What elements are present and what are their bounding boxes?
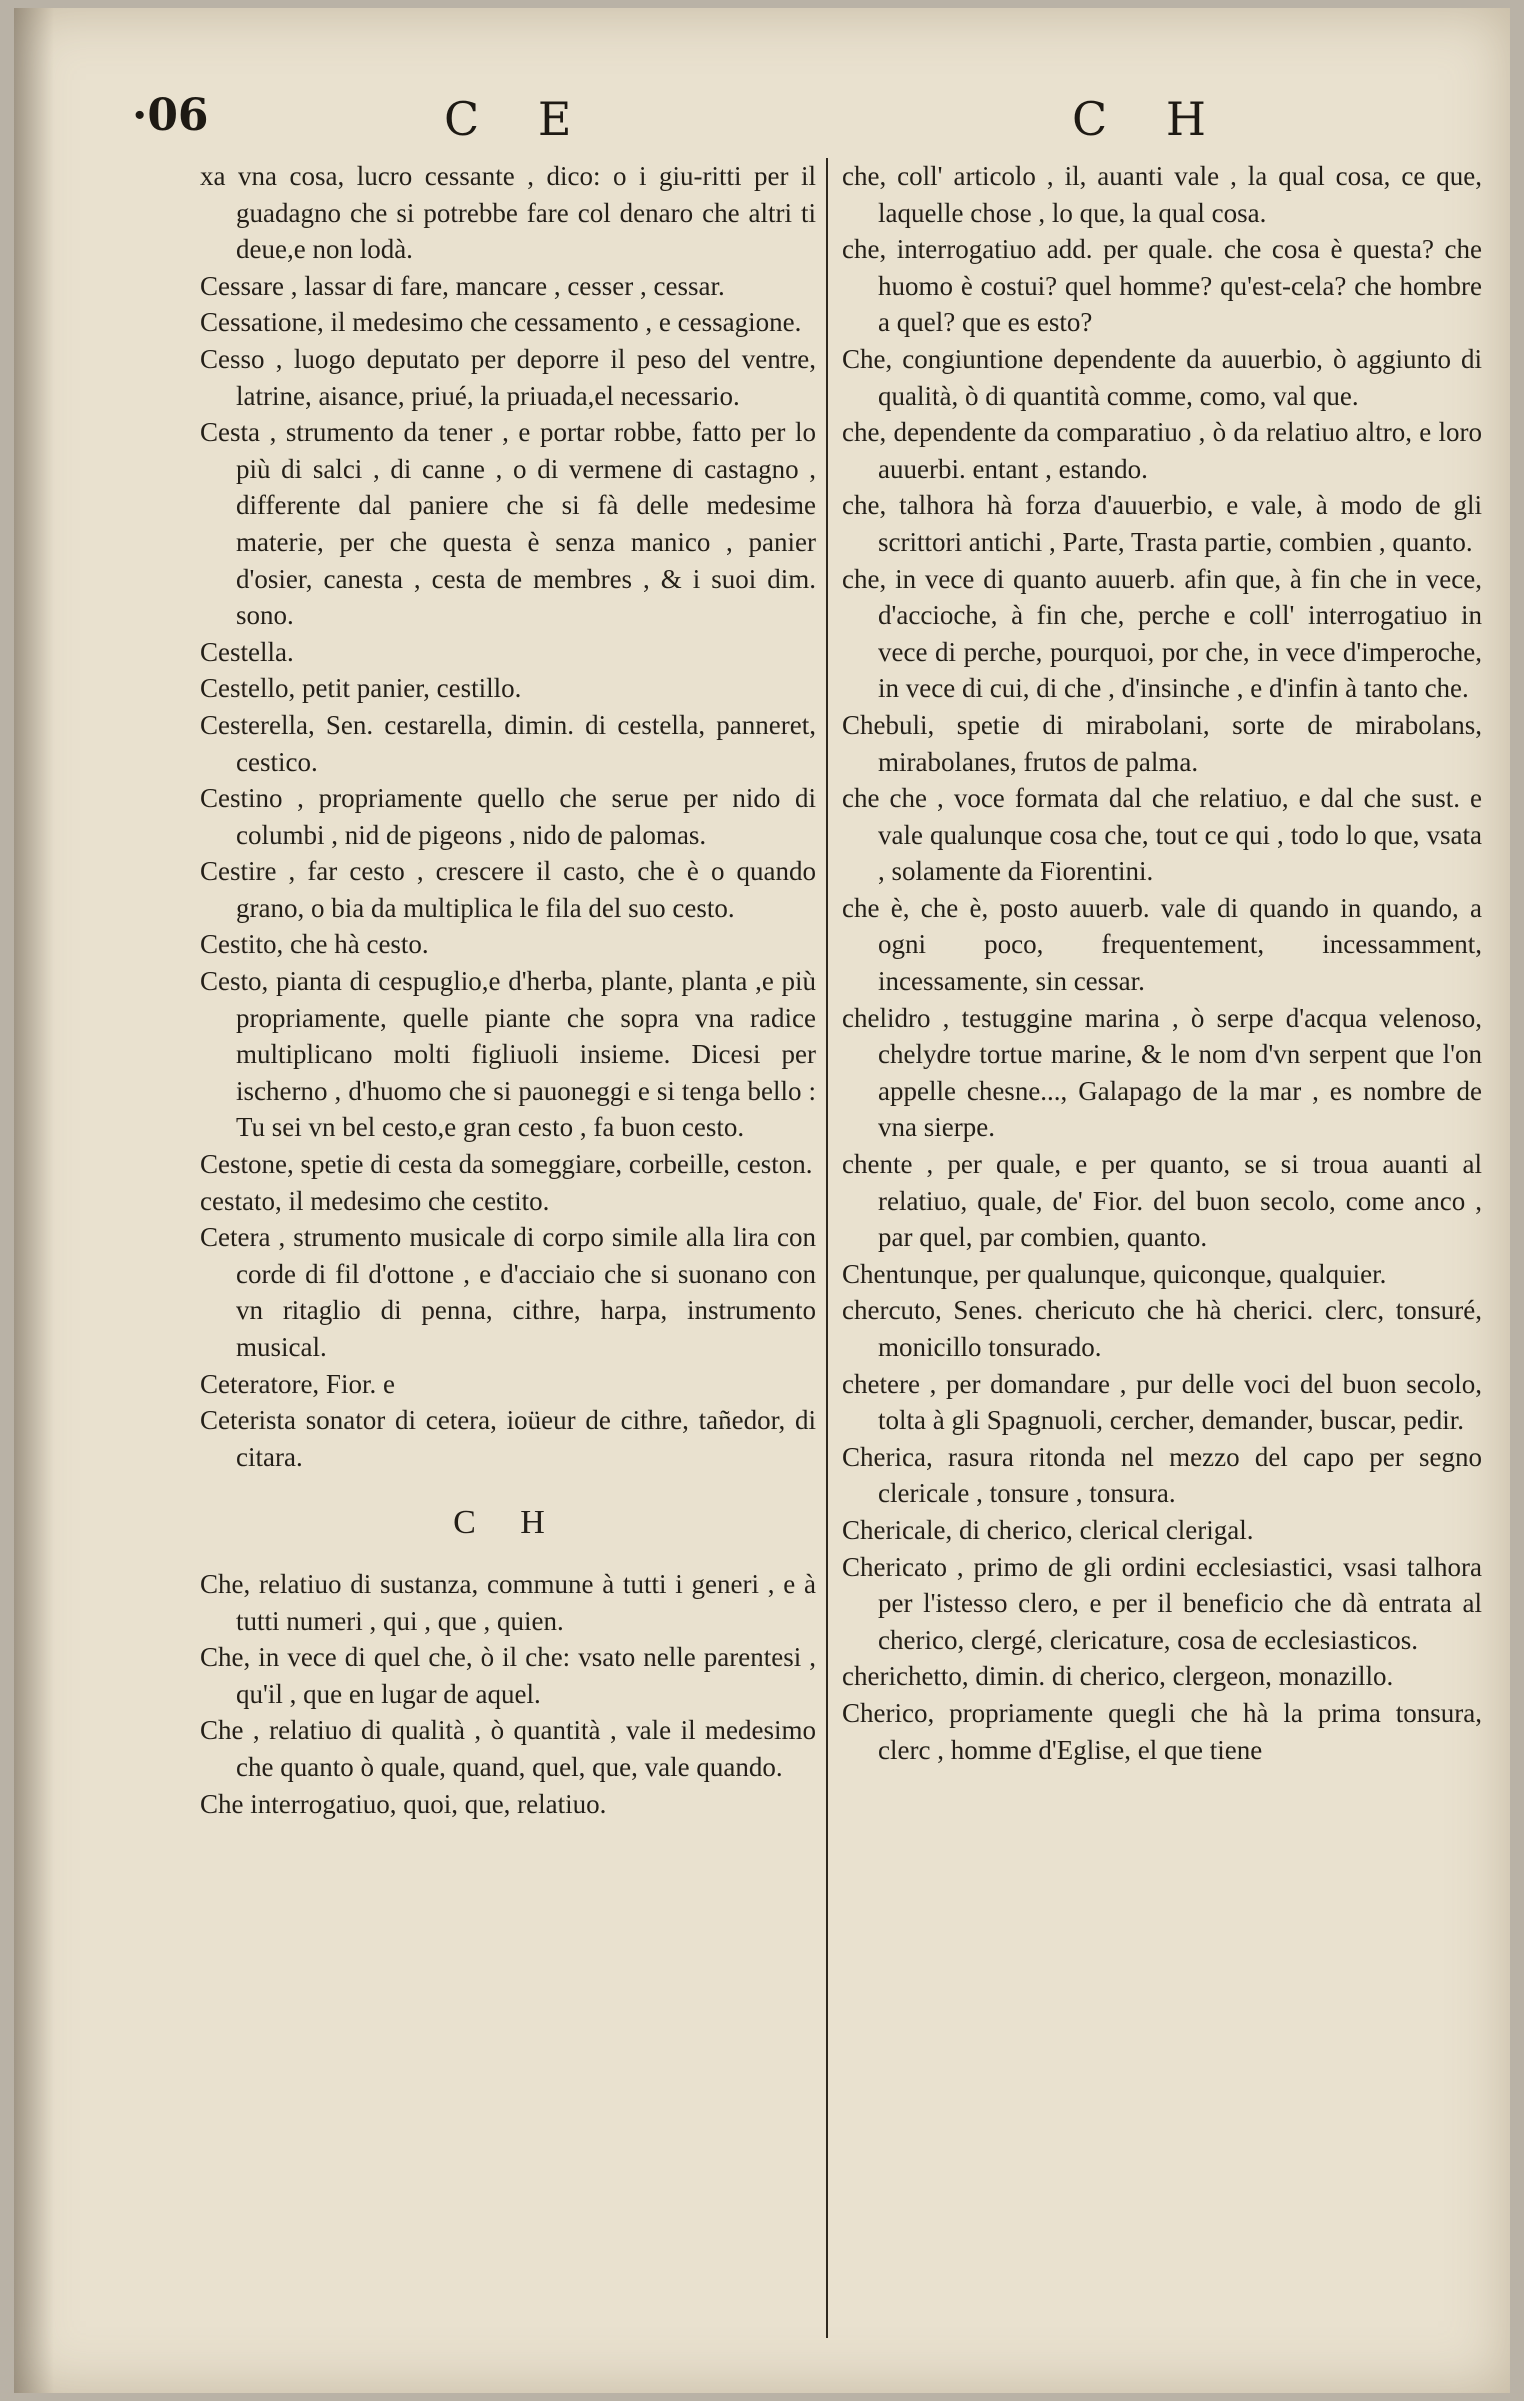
dictionary-entry: che, interrogatiuo add. per quale. che cosa è questa? che huomo è costui? quel homme? qu'est-cela? che hombre a quel? que es esto?	[842, 234, 1482, 338]
dictionary-entry: Che interrogatiuo, quoi, que, relatiuo.	[200, 1788, 607, 1819]
dictionary-entry: che, in vece di quanto auuerb. afin que, à fin che in vece, d'accioche, à fin che, perche e coll' interrogatiuo in vece di perche, pourquoi, por che, in vece d'imperoche, in vece di cui, di che , d'insinche , e d'infin à tanto che.	[842, 563, 1482, 704]
dictionary-entry: cestato, il medesimo che cestito.	[200, 1185, 550, 1216]
dictionary-entry: che è, che è, posto auuerb. vale di quando in quando, a ogni poco, frequentement, incessamment, incessamente, sin cessar.	[842, 892, 1482, 997]
dictionary-entry: Cestino , propriamente quello che serue per nido di columbi , nid de pigeons , nido de palomas.	[200, 783, 816, 850]
dictionary-entry: chente , per quale, e per quanto, se si troua auanti al relatiuo, quale, de' Fior. del buon secolo, come anco , par quel, par combien, quanto.	[842, 1149, 1482, 1253]
dictionary-entry: che, talhora hà forza d'auuerbio, e vale, à modo de gli scrittori antichi , Parte, Trasta partie, combien , quanto.	[842, 490, 1482, 557]
book-page	[14, 8, 1510, 2393]
dictionary-entry: Cestello, petit panier, cestillo.	[200, 673, 522, 704]
dictionary-entry: che che , voce formata dal che relatiuo, e dal che sust. e vale qualunque cosa che, tout ce qui , todo lo que, vsata , solamente da Fiorentini.	[842, 783, 1482, 887]
dictionary-entry: Cestito, che hà cesto.	[200, 929, 429, 960]
column-rule	[826, 158, 828, 2338]
dictionary-entry: Cessare , lassar di fare, mancare , cesser , cessar.	[200, 270, 725, 301]
dictionary-entry: Che, in vece di quel che, ò il che: vsato nelle parentesi , qu'il , que en lugar de aquel.	[200, 1642, 816, 1709]
dictionary-entry: Chentunque, per qualunque, quiconque, qualquier.	[842, 1258, 1387, 1289]
dictionary-entry: Ceteratore, Fior. e	[200, 1368, 395, 1399]
dictionary-entry: Cetera , strumento musicale di corpo simile alla lira con corde di fil d'ottone , e d'acciaio che si suonano con vn ritaglio di penna, cithre, harpa, instrumento musical.	[200, 1222, 816, 1362]
dictionary-entry: Cesterella, Sen. cestarella, dimin. di cestella, panneret, cestico.	[200, 709, 816, 777]
dictionary-entry: che, dependente da comparatiuo , ò da relatiuo altro, e loro auuerbi. entant , estando.	[842, 417, 1482, 484]
dictionary-entry: Cesta , strumento da tener , e portar robbe, fatto per lo più di salci , di canne , o di vermene di castagno , differente dal paniere che si fà delle medesime materie, per che questa è senza manico , panier d'osier, canesta , cesta de membres , & i suoi dim. sono.	[200, 417, 816, 631]
section-heading: C H	[453, 1504, 563, 1542]
dictionary-entry: chetere , per domandare , pur delle voci del buon secolo, tolta à gli Spagnuoli, cercher, demander, buscar, pedir.	[842, 1368, 1482, 1436]
dictionary-entry: Cestella.	[200, 636, 294, 667]
dictionary-entry: Ceterista sonator di cetera, ioüeur de cithre, tañedor, di citara.	[200, 1405, 816, 1472]
dictionary-entry: chelidro , testuggine marina , ò serpe d'acqua velenoso, chelydre tortue marine, & le nom d'vn serpent que l'on appelle chesne..., Galapago de la mar , es nombre de vna sierpe.	[842, 1002, 1482, 1143]
left-column	[200, 158, 816, 2228]
page-gutter-shadow	[14, 8, 54, 2393]
dictionary-entry: Cherico, propriamente quegli che hà la prima tonsura, clerc , homme d'Eglise, el que tiene	[842, 1697, 1482, 1765]
dictionary-entry: Cesso , luogo deputato per deporre il peso del ventre, latrine, aisance, priué, la priuada,el necessario.	[200, 343, 816, 411]
dictionary-entry: Chericato , primo de gli ordini ecclesiastici, vsasi talhora per l'istesso clero, e per il beneficio che dà entrata al cherico, clergé, clericature, cosa de ecclesiasticos.	[842, 1551, 1482, 1655]
dictionary-entry: che, coll' articolo , il, auanti vale , la qual cosa, ce que, laquelle chose , lo que, la qual cosa.	[842, 161, 1482, 228]
dictionary-entry: Cessatione, il medesimo che cessamento , e cessagione.	[200, 307, 802, 338]
dictionary-entry: cherichetto, dimin. di cherico, clergeon, monazillo.	[842, 1661, 1394, 1692]
dictionary-entry: Cherica, rasura ritonda nel mezzo del capo per segno clericale , tonsure , tonsura.	[842, 1441, 1482, 1509]
dictionary-entry: Che , relatiuo di qualità , ò quantità , vale il medesimo che quanto ò quale, quand, quel, que, vale quando.	[200, 1715, 816, 1782]
dictionary-entry: Che, congiuntione dependente da auuerbio, ò aggiunto di qualità, ò di quantità comme, como, val que.	[842, 343, 1482, 411]
dictionary-entry: Che, relatiuo di sustanza, commune à tutti i generi , e à tutti numeri , qui , que , quien.	[200, 1568, 816, 1636]
dictionary-entry: Cestire , far cesto , crescere il casto, che è o quando grano, o bia da multiplica le fila del suo cesto.	[200, 856, 816, 923]
page-number: ·06	[132, 90, 209, 141]
dictionary-entry: Chebuli, spetie di mirabolani, sorte de mirabolans, mirabolanes, frutos de palma.	[842, 709, 1482, 777]
dictionary-entry: Cesto, pianta di cespuglio,e d'herba, plante, planta ,e più propriamente, quelle piante che sopra vna radice multiplicano molti figliuoli insieme. Dicesi per ischerno , d'huomo che si pauoneggi e si tenga bello : Tu sei vn bel cesto,e gran cesto , fa buon cesto.	[200, 966, 816, 1143]
dictionary-entry: Chericale, di cherico, clerical clerigal.	[842, 1514, 1254, 1545]
running-head-left: C E	[444, 92, 594, 146]
dictionary-entry: Cestone, spetie di cesta da someggiare, corbeille, ceston.	[200, 1149, 813, 1180]
dictionary-entry: xa vna cosa, lucro cessante , dico: o i giu-ritti per il guadagno che si potrebbe fare col denaro che altri ti deue,e non lodà.	[200, 161, 816, 265]
dictionary-entry: chercuto, Senes. chericuto che hà cherici. clerc, tonsuré, monicillo tonsurado.	[842, 1295, 1482, 1362]
right-column	[842, 158, 1482, 2368]
running-head-right: C H	[1072, 92, 1228, 146]
